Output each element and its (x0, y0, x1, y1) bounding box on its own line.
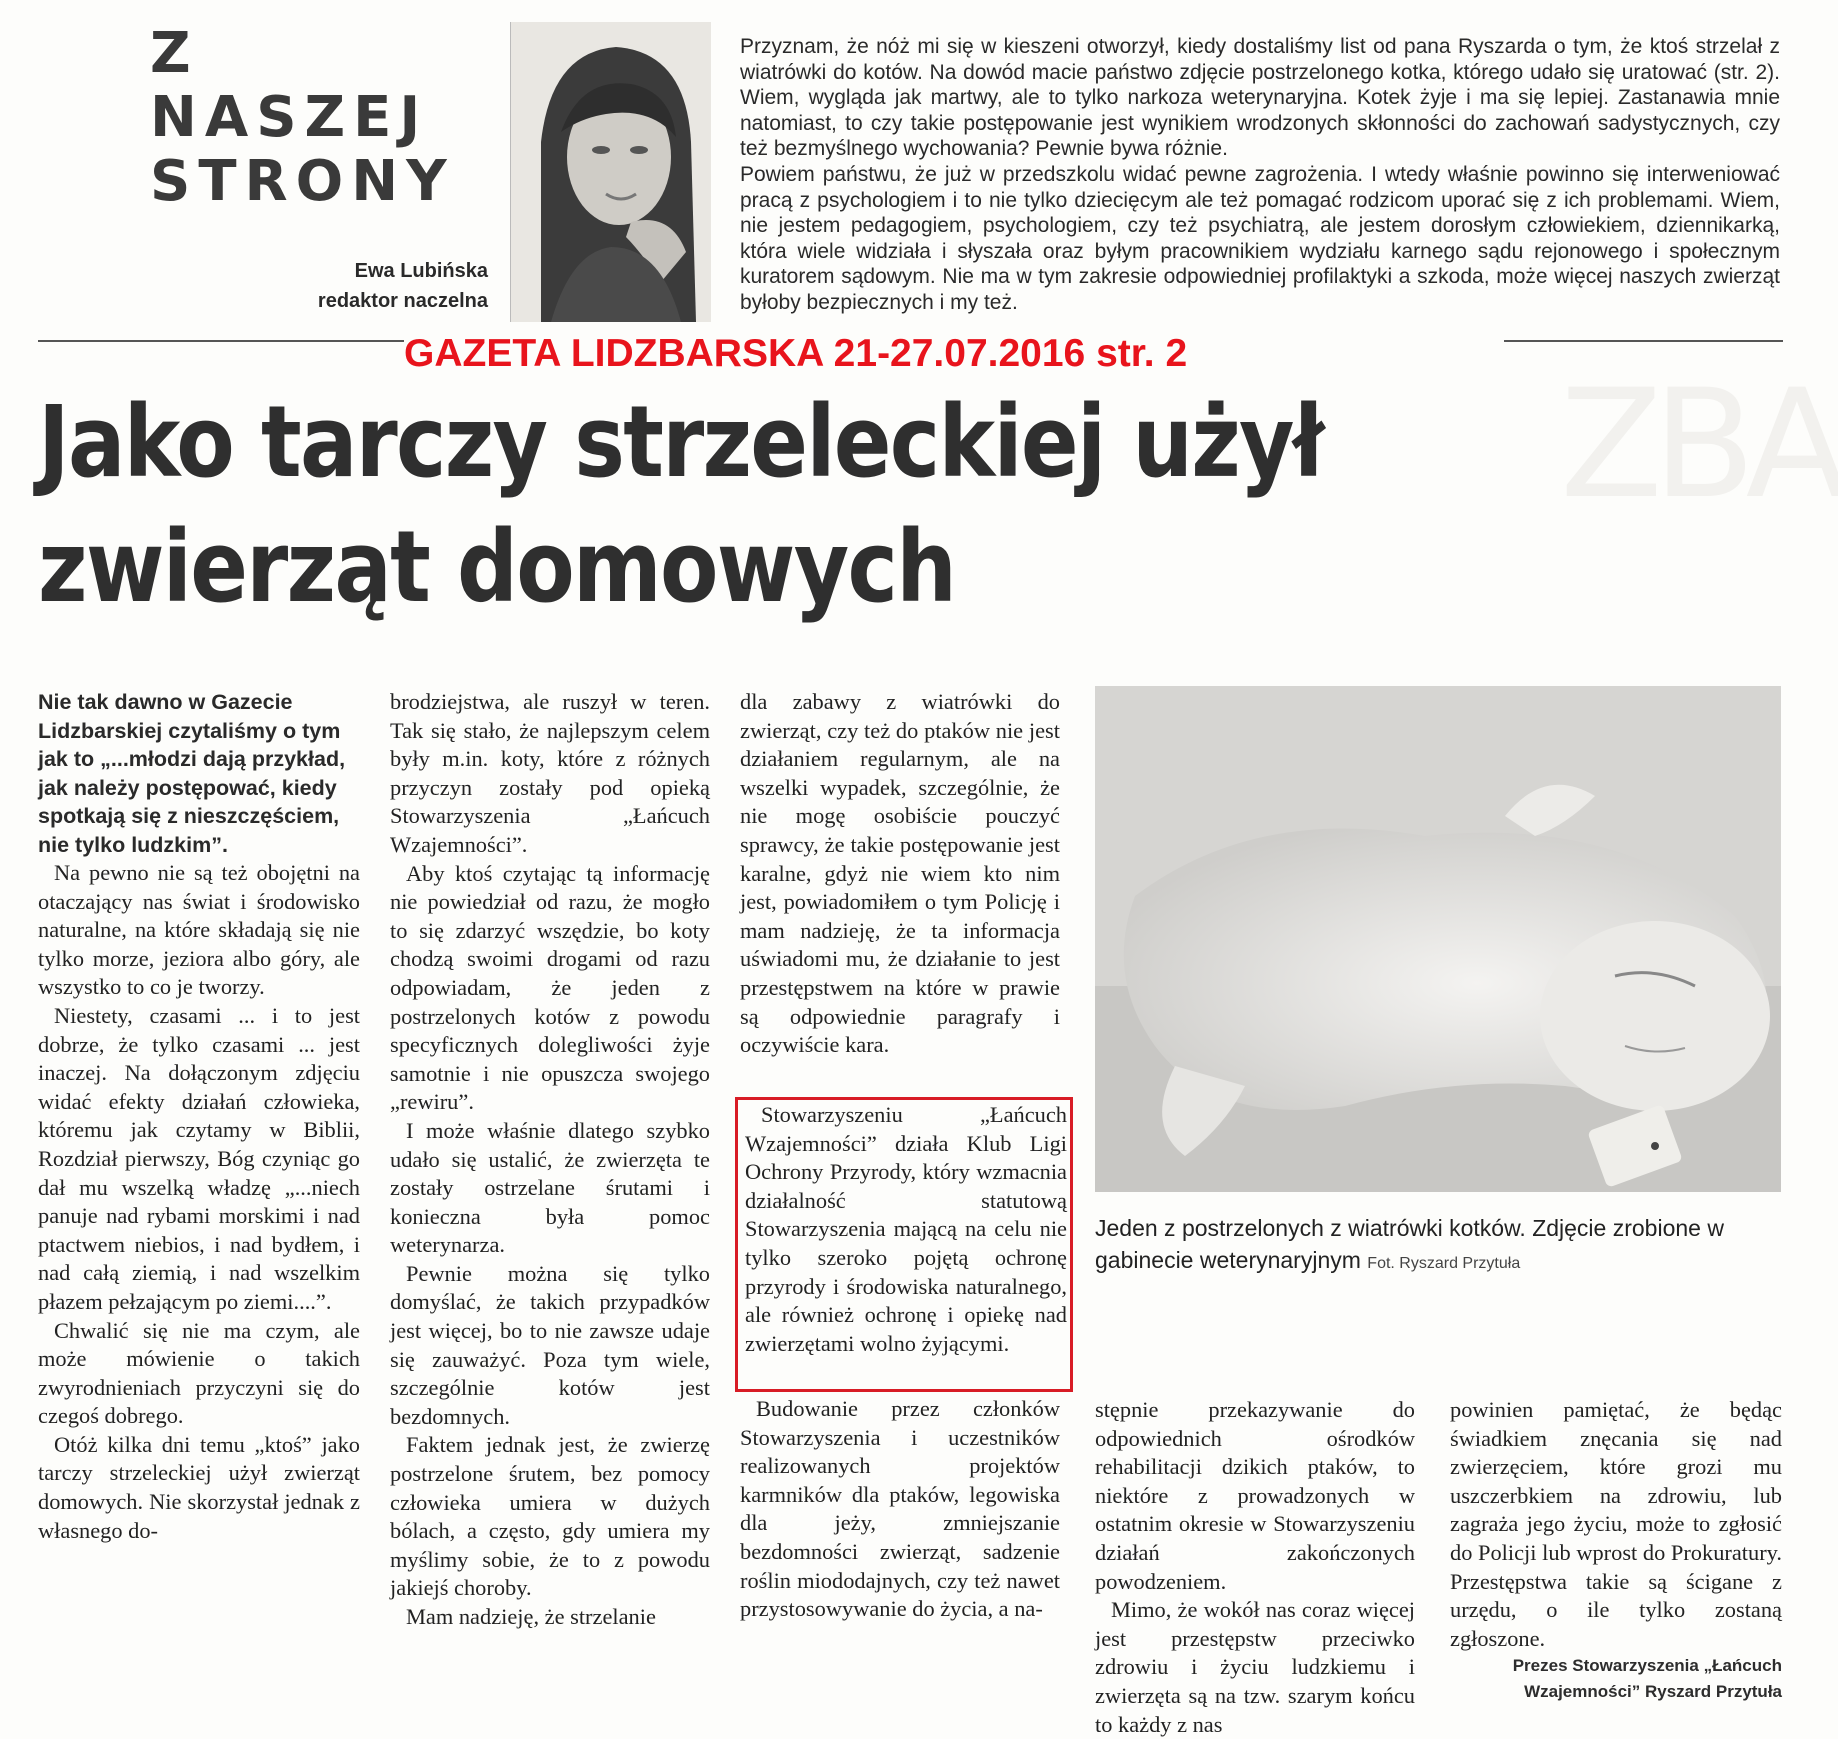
headline-line2: zwierząt domowych (38, 510, 956, 625)
highlighted-paragraph: Stowarzyszeniu „Łańcuch Wzajemności” działa Klub Ligi Ochrony Przyrody, który wzmacnia działalność statutową Stowarzyszenia mającą na celu nie tylko szeroko pojętą ochronę przyrody i środowiska naturalnego, ale również ochronę i opiekę nad zwierzętami wolno żyjącymi. (745, 1102, 1067, 1356)
article-paragraph: Otóż kilka dni temu „ktoś” jako tarczy strzeleckiej użył zwierząt domowych. Nie skorzystał jednak z własnego do- (38, 1431, 360, 1543)
cat-photo (1095, 686, 1781, 1192)
source-annotation: GAZETA LIDZBARSKA 21-27.07.2016 str. 2 (404, 332, 1504, 376)
column-title-line2: STRONY (150, 149, 455, 214)
article-paragraph: I może właśnie dlatego szybko udało się ustalić, że zwierzęta te zostały ostrzelane śrutami i konieczna była pomoc weterynarza. (390, 1117, 710, 1258)
article-paragraph: dla zabawy z wiatrówki do zwierząt, czy też do ptaków nie jest działaniem regularnym, ale na wszelki wypadek, szczególnie, że nie mogę osobiście pouczyć sprawcy, że takie postępowanie jest karalne, gdyż nie wiem kto nim jest, powiadomiłem o tym Policję i mam nadzieję, że ta informacja uświadomi mu, że działanie to jest przestępstwem na które w prawie są odpowiednie paragrafy i oczywiście kara. (740, 689, 1060, 1058)
photo-caption-text: Jeden z postrzelonych z wiatrówki kotków. Zdjęcie zrobione w gabinecie weterynaryjnym (1095, 1215, 1724, 1273)
signature-line2: Wzajemności” Ryszard Przytuła (1524, 1682, 1782, 1702)
article-column-2 (390, 688, 710, 1632)
article-paragraph: Budowanie przez członków Stowarzyszenia i uczestników realizowanych projektów karmników dla ptaków, legowiska dla jeży, zmniejszanie bezdomności zwierząt, sadzenie roślin miododajnych, czy też nawet przystosowywanie do życia, a na- (740, 1396, 1060, 1622)
photo-credit: Fot. Ryszard Przytuła (1367, 1255, 1521, 1272)
article-paragraph: Na pewno nie są też obojętni na otaczający nas świat i środowisko naturalne, na które składają się nie tylko morze, jeziora albo góry, ale wszystko to co je tworzy. (38, 860, 360, 1000)
column-paragraph: Powiem państwu, że już w przedszkolu widać pewne zagrożenia. I wtedy właśnie powinno się interweniować pracą z psychologiem i to nie tylko dziecięcym ale też pomagać rodzicom uporać się z ich problemami. Wiem, nie jestem pedagogiem, psychologiem, czy też psychiatrą, ale jestem dorosłym człowiekiem, dziennikarką, która wiele widziała i słyszała oraz byłym pracownikiem wydziału karnego sądu rejonowego i społecznym kuratorem sądowym. Nie ma w tym zakresie odpowiedniej profilaktyki a szkoda, może więcej naszych zwierząt byłoby bezpiecznych i my też. (740, 162, 1780, 314)
article-lead: Nie tak dawno w Gazecie Lidzbarskiej czytaliśmy o tym jak to „...młodzi dają przykład, jak należy postępować, kiedy spotkają się z nieszczęściem, nie tylko ludzkim”. (38, 690, 346, 857)
article-headline (38, 380, 1328, 630)
article-paragraph: Faktem jednak jest, że zwierzę postrzelone śrutem, bez pomocy człowieka umiera w dużych bólach, a często, gdy umiera my myślimy sobie, że to z powodu jakiejś choroby. (390, 1432, 710, 1601)
article-signature (1450, 1653, 1782, 1705)
article-column-3 (740, 688, 1060, 1060)
author-photo (510, 22, 711, 322)
author-portrait-image (511, 22, 711, 322)
article-column-4 (1095, 1396, 1415, 1739)
column-text (740, 34, 1780, 316)
article-paragraph: Aby ktoś czytając tą informację nie powiedział od razu, że mogło to się zdarzyć wszędzie, bo koty chodzą swoimi drogami od razu odpowiadam, że jeden z postrzelonych kotów z powodu specyficznych dolegliwości żyje samotnie i nie opuszcza swojego „rewiru”. (390, 860, 710, 1115)
cat-photo-image (1095, 686, 1781, 1192)
article-paragraph: brodziejstwa, ale ruszył w teren. Tak się stało, że najlepszym celem były m.in. koty, które z różnych przyczyn zostały pod opieką Stowarzyszenia „Łańcuch Wzajemności”. (390, 689, 710, 857)
article-paragraph: stępnie przekazywanie do odpowiednich ośrodków rehabilitacji dzikich ptaków, to niektóre z prowadzonych w ostatnim okresie w Stowarzyszeniu działań zakończonych powodzeniem. (1095, 1397, 1415, 1594)
article-paragraph: Pewnie można się tylko domyślać, że takich przypadków jest więcej, bo to nie zawsze udaje się zauważyć. Poza tym wiele, szczególnie kotów jest bezdomnych. (390, 1260, 710, 1429)
article-column-1 (38, 688, 360, 1545)
article-paragraph: Mimo, że wokół nas coraz więcej jest przestępstw przeciwko zdrowiu i życiu ludzkiemu i zwierzęta są na tzw. szarym końcu to każdy z nas (1095, 1597, 1415, 1737)
highlighted-box-text (745, 1101, 1067, 1358)
column-paragraph: Przyznam, że nóż mi się w kieszeni otworzył, kiedy dostaliśmy list od pana Ryszarda o tym, że ktoś strzelał z wiatrówki do kotów. Na dowód macie państwo zdjęcie postrzelonego kotka, którego udało się uratować (str. 2). Wiem, wygląda jak martwy, ale to tylko narkoza weterynaryjna. Kotek żyje i ma się lepiej. Zastanawia mnie natomiast, to czy takie postępowanie jest wynikiem wrodzonych skłonności do zachowań sadystycznych, czy też bezmyślnego wychowania? Pewnie bywa różnie. (740, 35, 1780, 161)
column-title (150, 22, 480, 214)
author-name: Ewa Lubińska (354, 260, 488, 282)
background-masthead-fragment: ZBA (1560, 358, 1838, 532)
article-column-5 (1450, 1396, 1782, 1705)
photo-caption (1095, 1212, 1785, 1280)
author-role: redaktor naczelna (317, 290, 488, 312)
article-paragraph: powinien pamiętać, że będąc świadkiem znęcania się nad zwierzęciem, które grozi mu uszczerbkiem na zdrowiu, lub zagraża jego życiu, może to zgłosić do Policji lub wprost do Prokuratury. Przestępstwa takie są ścigane z urzędu, o ile tylko zostaną zgłoszone. (1450, 1397, 1782, 1651)
article-paragraph: Niestety, czasami ... i to jest dobrze, że tylko czasami ... jest inaczej. Na dołączonym zdjęciu widać efekty działań człowieka, któremu jak czytamy w Biblii, Rozdział pierwszy, Bóg czyniąc go dał mu wszelką władzę „...niech panuje nad rybami morskimi i nad ptactwem niebios, i nad bydłem, i nad całą ziemią, i nad wszelkim płazem pełzającym po ziemi....”. (38, 1002, 360, 1314)
column-title-line1: Z NASZEJ (150, 21, 429, 150)
article-paragraph: Mam nadzieję, że strzelanie (406, 1604, 656, 1629)
signature-line1: Prezes Stowarzyszenia „Łańcuch (1512, 1656, 1782, 1676)
author-caption (250, 256, 488, 316)
article-paragraph: Chwalić się nie ma czym, ale może mówienie o takich zwyrodnieniach przyczyni się do czegoś dobrego. (38, 1317, 360, 1429)
article-column-3-continued (740, 1395, 1060, 1624)
headline-line1: Jako tarczy strzeleckiej użył (38, 385, 1323, 500)
